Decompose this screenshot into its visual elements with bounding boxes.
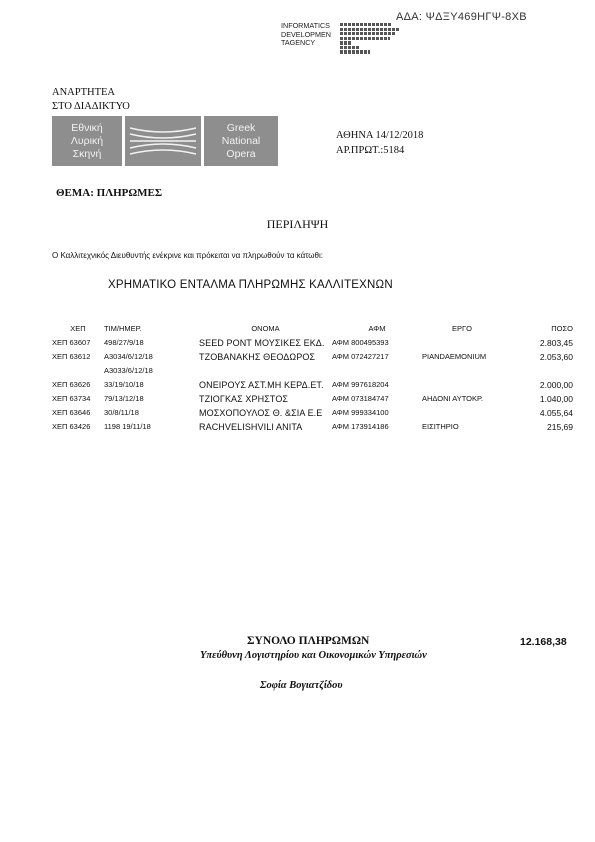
ada-code: ΑΔΑ: ΨΔΞΥ469ΗΓΨ-8ΧΒ [396,11,527,23]
row-xep [52,366,104,380]
total-payments-label: ΣΥΝΟΛΟ ΠΛΗΡΩΜΩΝ [247,635,370,647]
subject-line: ΘΕΜΑ: ΠΛΗΡΩΜΕΣ [56,187,163,199]
date-block [336,128,423,158]
row-amount [502,366,573,380]
column-header-afm: ΑΦΜ [368,324,386,333]
table-row [52,338,573,352]
logo-english-line1: Greek [226,122,256,134]
row-afm: ΑΦΜ 173914186 [332,422,389,431]
protocol-number: ΑΡ.ΠΡΩΤ.:5184 [336,145,405,156]
payments-table [52,324,573,436]
row-amount: 2.053,60 [539,352,573,362]
row-afm: ΑΦΜ 800495393 [332,338,389,347]
row-xep: ΧΕΠ 63612 [52,352,91,361]
row-afm: ΑΦΜ 997618204 [332,380,389,389]
row-invoice: 1198 19/11/18 [104,422,151,431]
posted-online-note [52,86,130,113]
table-row [52,366,573,380]
column-header-work: ΕΡΓΟ [452,324,472,333]
row-work [422,366,502,380]
table-row [52,380,573,394]
intro-text: Ο Καλλιτεχνικός Διευθυντής ενέκρινε και πρόκειται να πληρωθούν τα κάτωθι: [52,251,323,260]
row-name: RACHVELISHVILI ANITA [199,422,303,432]
posted-line-1: ΑΝΑΡΤΗΤΕΑ [52,87,115,98]
table-row [52,422,573,436]
row-xep: ΧΕΠ 63646 [52,408,91,417]
row-name: ΤΖΙΟΓΚΑΣ ΧΡΗΣΤΟΣ [199,394,289,404]
payment-order-title: ΧΡΗΜΑΤΙΚΟ ΕΝΤΑΛΜΑ ΠΛΗΡΩΜΗΣ ΚΑΛΛΙΤΕΧΝΩΝ [108,279,393,291]
row-amount: 2.803,45 [539,338,573,348]
row-work [422,408,502,422]
table-header-row [52,324,573,338]
signer-name: Σοφία Βογιατζίδου [260,680,343,691]
logo-greek-line1: Εθνική [71,122,103,134]
gno-logo [52,116,278,166]
row-name: ΤΖΟΒΑΝΑΚΗΣ ΘΕΟΔΩΡΟΣ [199,352,316,362]
logo-english-line3: Opera [226,148,256,160]
row-xep: ΧΕΠ 63626 [52,380,91,389]
row-name: SEED PONT ΜΟΥΣΙΚΕΣ ΕΚΔ. [199,338,325,348]
document-date: ΑΘΗΝΑ 14/12/2018 [336,130,424,141]
row-invoice: 79/13/12/18 [104,394,144,403]
digital-signature-stamp [340,23,402,57]
row-invoice: 33/19/10/18 [104,380,144,389]
row-invoice: Α3033/6/12/18 [104,366,153,375]
logo-english-line2: National [221,135,261,147]
stamp-title: INFORMATICS DEVELOPMEN TAGENCY [281,21,331,48]
table-row [52,394,573,408]
row-amount: 2.000,00 [539,380,573,390]
column-header-xep: ΧΕΠ [70,324,86,333]
row-name: ΜΟΣΧΟΠΟΥΛΟΣ Θ. &ΣΙΑ Ε.Ε [199,408,323,418]
row-name: ΟΝΕΙΡΟΥΣ ΑΣΤ.ΜΗ ΚΕΡΔ.ΕΤ. [199,380,324,390]
row-amount: 215,69 [547,422,573,432]
row-xep: ΧΕΠ 63734 [52,394,91,403]
row-xep: ΧΕΠ 63607 [52,338,91,347]
row-invoice: 498/27/9/18 [104,338,144,347]
responsible-title: Υπεύθυνη Λογιστηρίου και Οικονομικών Υπηρεσιών [200,650,427,661]
row-amount: 1.040,00 [539,394,573,404]
row-afm: ΑΦΜ 073184747 [332,394,389,403]
row-work: PIANDAEMONIUM [422,352,487,361]
row-work [422,380,502,394]
row-invoice: 30/8/11/18 [104,408,139,417]
row-afm: ΑΦΜ 999334100 [332,408,389,417]
table-row [52,352,573,366]
posted-line-2: ΣΤΟ ΔΙΑΔΙΚΤΥΟ [52,100,130,112]
row-afm [332,366,422,380]
summary-heading: ΠΕΡΙΛΗΨΗ [266,217,329,231]
column-header-amount: ΠΟΣΟ [551,324,573,333]
row-xep: ΧΕΠ 63426 [52,422,91,431]
logo-greek-line2: Λυρική [70,135,104,147]
logo-greek-line3: Σκηνή [72,148,102,160]
row-afm: ΑΦΜ 072427217 [332,352,389,361]
row-name [199,366,332,380]
row-invoice: Α3034/6/12/18 [104,352,153,361]
column-header-invoice: ΤΙΜ/ΗΜΕΡ. [104,324,142,333]
table-row [52,408,573,422]
row-work: ΑΗΔΟΝΙ ΑΥΤΟΚΡ. [422,394,484,403]
column-header-name: ΟΝΟΜΑ [251,324,280,333]
row-amount: 4.055,64 [539,408,573,418]
row-work [422,338,502,352]
row-work: ΕΙΣΙΤΗΡΙΟ [422,422,459,431]
total-payments-value: 12.168,38 [520,636,567,648]
